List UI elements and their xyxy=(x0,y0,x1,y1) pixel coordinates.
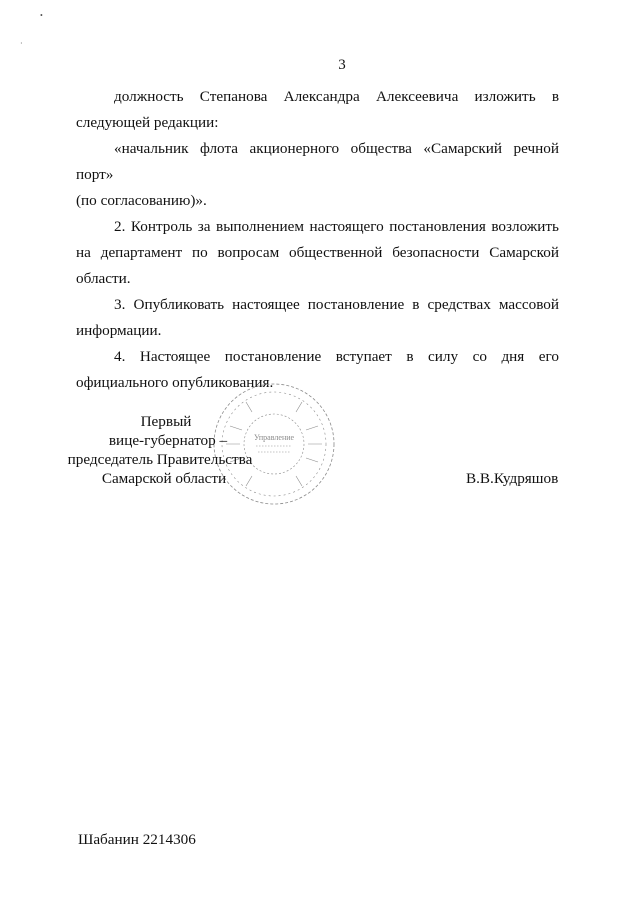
signatory-title xyxy=(60,412,260,488)
signatory-title-line: председатель Правительства xyxy=(67,451,253,468)
paragraph-line: следующей редакции: xyxy=(76,114,219,131)
paragraph-position-change xyxy=(76,84,559,110)
paragraph-line: «начальник флота акционерного общества «Самарский речной порт» xyxy=(76,140,559,183)
signatory-title-line: Первый xyxy=(140,413,192,430)
paragraph-position-change-cont xyxy=(76,110,559,136)
paragraph-line: официального опубликования. xyxy=(76,374,274,391)
document-body xyxy=(76,84,559,396)
page-number: 3 xyxy=(338,57,346,73)
paragraph-publish: 3. Опубликовать настоящее постановление в средствах массовой информации. xyxy=(76,296,559,339)
paragraph-effective xyxy=(76,344,559,370)
paragraph-new-wording-cont xyxy=(76,188,559,214)
scan-speck: · xyxy=(20,39,23,48)
signatory-name: В.В.Кудряшов xyxy=(466,470,559,487)
paragraph-line: должность Степанова Александра Алексеевича изложить в xyxy=(114,88,559,105)
paragraph-new-wording xyxy=(76,136,559,188)
stamp-inner-text: Управление xyxy=(253,433,295,442)
paragraph-line: 4. Настоящее постановление вступает в силу со дня его xyxy=(114,348,559,365)
signatory-title-line: вице-губернатор – xyxy=(108,432,228,449)
author-phone-note: Шабанин 2214306 xyxy=(78,831,196,848)
scan-speck: • xyxy=(40,11,43,20)
paragraph-line: (по согласованию)». xyxy=(76,192,207,209)
paragraph-control: 2. Контроль за выполнением настоящего постановления возложить на департамент по вопросам общественной безопасности Самарской области. xyxy=(76,218,559,287)
signatory-title-line: Самарской области xyxy=(101,470,227,487)
